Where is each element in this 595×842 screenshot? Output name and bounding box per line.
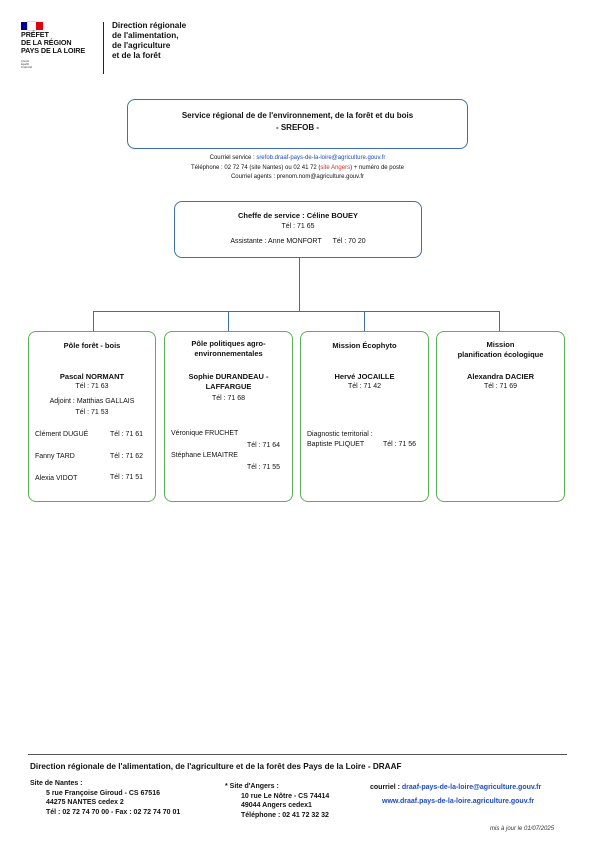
telephone-suffix: ) + numéro de poste <box>350 164 404 171</box>
site-angers-text: site Angers <box>320 164 351 171</box>
connector-horizontal <box>93 311 500 312</box>
devise-3: Fraternité <box>21 66 33 69</box>
pole-foret-title: Pôle forêt - bois <box>63 341 121 350</box>
connector-drop-4 <box>499 311 500 331</box>
mission-planification-title <box>437 340 564 359</box>
mission-ecophyto-title: Mission Écophyto <box>332 341 397 350</box>
pole-foret-box <box>28 331 156 502</box>
service-box <box>127 99 468 149</box>
header-divider <box>103 22 104 74</box>
service-title: Service régional de de l'environnement, de la forêt et du bois <box>181 111 414 120</box>
diagnostic-label: Diagnostic territorial : <box>307 431 373 438</box>
direction-line-2: de l'alimentation, <box>112 31 179 40</box>
connector-vertical <box>299 258 300 311</box>
mission-ecophyto-box <box>300 331 429 502</box>
angers-phone: Téléphone : 02 41 72 32 32 <box>241 811 329 819</box>
mission-planification-head: Alexandra DACIER <box>466 372 535 381</box>
chef-title: Cheffe de service : Céline BOUEY <box>237 211 359 220</box>
nantes-label: Site de Nantes : <box>30 780 83 787</box>
french-flag-icon <box>21 22 43 30</box>
angers-city: 49044 Angers cedex1 <box>241 802 312 809</box>
courriel-service-link[interactable]: srefob.draaf-pays-de-la-loire@agriculture.gouv.fr <box>256 155 386 161</box>
devise-2: Égalité <box>21 63 29 66</box>
angers-label: * Site d'Angers : <box>225 783 279 790</box>
member-name: Stéphane LEMAITRE <box>171 452 238 459</box>
footer-angers <box>225 782 329 820</box>
pole-politiques-title <box>165 339 292 358</box>
footer-nantes <box>30 779 180 817</box>
footer-courriel-label: courriel : <box>370 784 402 791</box>
chef-box <box>174 201 422 258</box>
nantes-city: 44275 NANTES cedex 2 <box>46 799 124 806</box>
devise-1: Liberté <box>21 60 29 63</box>
pole-politiques-box <box>164 331 293 502</box>
member-tel: Tél : 71 51 <box>110 474 144 481</box>
diagnostic-name: Baptiste PLIQUET <box>307 441 365 448</box>
assistante-line <box>175 238 421 245</box>
logo-line-2: DE LA RÉGION <box>21 38 72 47</box>
member-tel: Tél : 71 64 <box>247 442 281 449</box>
direction-line-1: Direction régionale <box>112 21 187 30</box>
mission-planification-box <box>436 331 565 502</box>
pole-politiques-head-tel: Tél : 71 68 <box>211 395 246 402</box>
member-tel: Tél : 71 62 <box>110 453 144 460</box>
member-name: Véronique FRUCHET <box>171 430 239 437</box>
member-name: Alexia VIDOT <box>35 475 78 482</box>
pole-foret-adjoint: Adjoint : Matthias GALLAIS <box>49 398 135 405</box>
assistante-tel: Tél : 70 20 <box>332 238 366 245</box>
direction-title <box>112 21 186 61</box>
diagnostic-tel: Tél : 71 56 <box>383 441 417 448</box>
telephone-prefix: Téléphone : 02 72 74 (site Nantes) ou 02 41 72 ( <box>191 164 321 171</box>
direction-line-4: et de la forêt <box>112 51 161 60</box>
footer-courriel <box>370 783 541 793</box>
mission-planification-title-2: planification écologique <box>457 349 544 359</box>
connector-drop-1 <box>93 311 94 331</box>
courriel-label: Courriel service : <box>209 155 257 161</box>
mission-ecophyto-head-tel: Tél : 71 42 <box>347 383 382 390</box>
service-acronym: - SREFOB - <box>275 123 320 132</box>
connector-drop-2 <box>228 311 229 331</box>
footer-divider <box>28 754 567 755</box>
connector-drop-3 <box>364 311 365 331</box>
angers-street: 10 rue Le Nôtre - CS 74414 <box>241 792 330 800</box>
member-name: Clément DUGUÉ <box>35 431 89 438</box>
pole-foret-head: Pascal NORMANT <box>59 372 125 381</box>
mission-planification-title-1: Mission <box>486 340 515 349</box>
courriel-agents: Courriel agents : prenom.nom@agriculture.gouv.fr <box>230 174 365 180</box>
pole-politiques-title-1: Pôle politiques agro- <box>191 339 266 348</box>
footer-title: Direction régionale de l'alimentation, de l'agriculture et de la forêt des Pays de la Loire - DRAAF <box>30 762 402 771</box>
chef-tel: Tél : 71 65 <box>281 223 315 230</box>
pole-politiques-head-1: Sophie DURANDEAU - <box>188 372 269 381</box>
service-contacts <box>0 154 595 183</box>
nantes-phone: Tél : 02 72 74 70 00 - Fax : 02 72 74 70 01 <box>46 808 181 816</box>
pole-politiques-title-2: environnementales <box>194 348 263 358</box>
member-tel: Tél : 71 55 <box>247 464 281 471</box>
member-tel: Tél : 71 61 <box>110 431 144 438</box>
mission-ecophyto-head: Hervé JOCAILLE <box>334 372 395 381</box>
pole-politiques-head <box>165 372 292 392</box>
devise <box>21 60 32 69</box>
assistante-name: Assistante : Anne MONFORT <box>230 238 322 245</box>
mission-planification-head-tel: Tél : 71 69 <box>483 383 518 390</box>
footer-website-link[interactable]: www.draaf.pays-de-la-loire.agriculture.gouv.fr <box>382 798 535 805</box>
pole-foret-head-tel: Tél : 71 63 <box>75 383 109 390</box>
pole-foret-adjoint-tel: Tél : 71 53 <box>75 409 109 416</box>
logo-line-3: PAYS DE LA LOIRE <box>21 46 86 55</box>
pole-politiques-head-2: LAFFARGUE <box>205 382 252 391</box>
logo-line-1: PRÉFET <box>21 30 49 39</box>
footer-courriel-link[interactable]: draaf-pays-de-la-loire@agriculture.gouv.fr <box>401 784 542 791</box>
direction-line-3: de l'agriculture <box>112 41 171 50</box>
nantes-street: 5 rue Françoise Giroud - CS 67516 <box>46 789 160 797</box>
member-name: Fanny TARD <box>35 453 75 460</box>
prefet-logo-text <box>21 31 85 55</box>
update-date: mis à jour le 01/07/2025 <box>490 826 555 832</box>
